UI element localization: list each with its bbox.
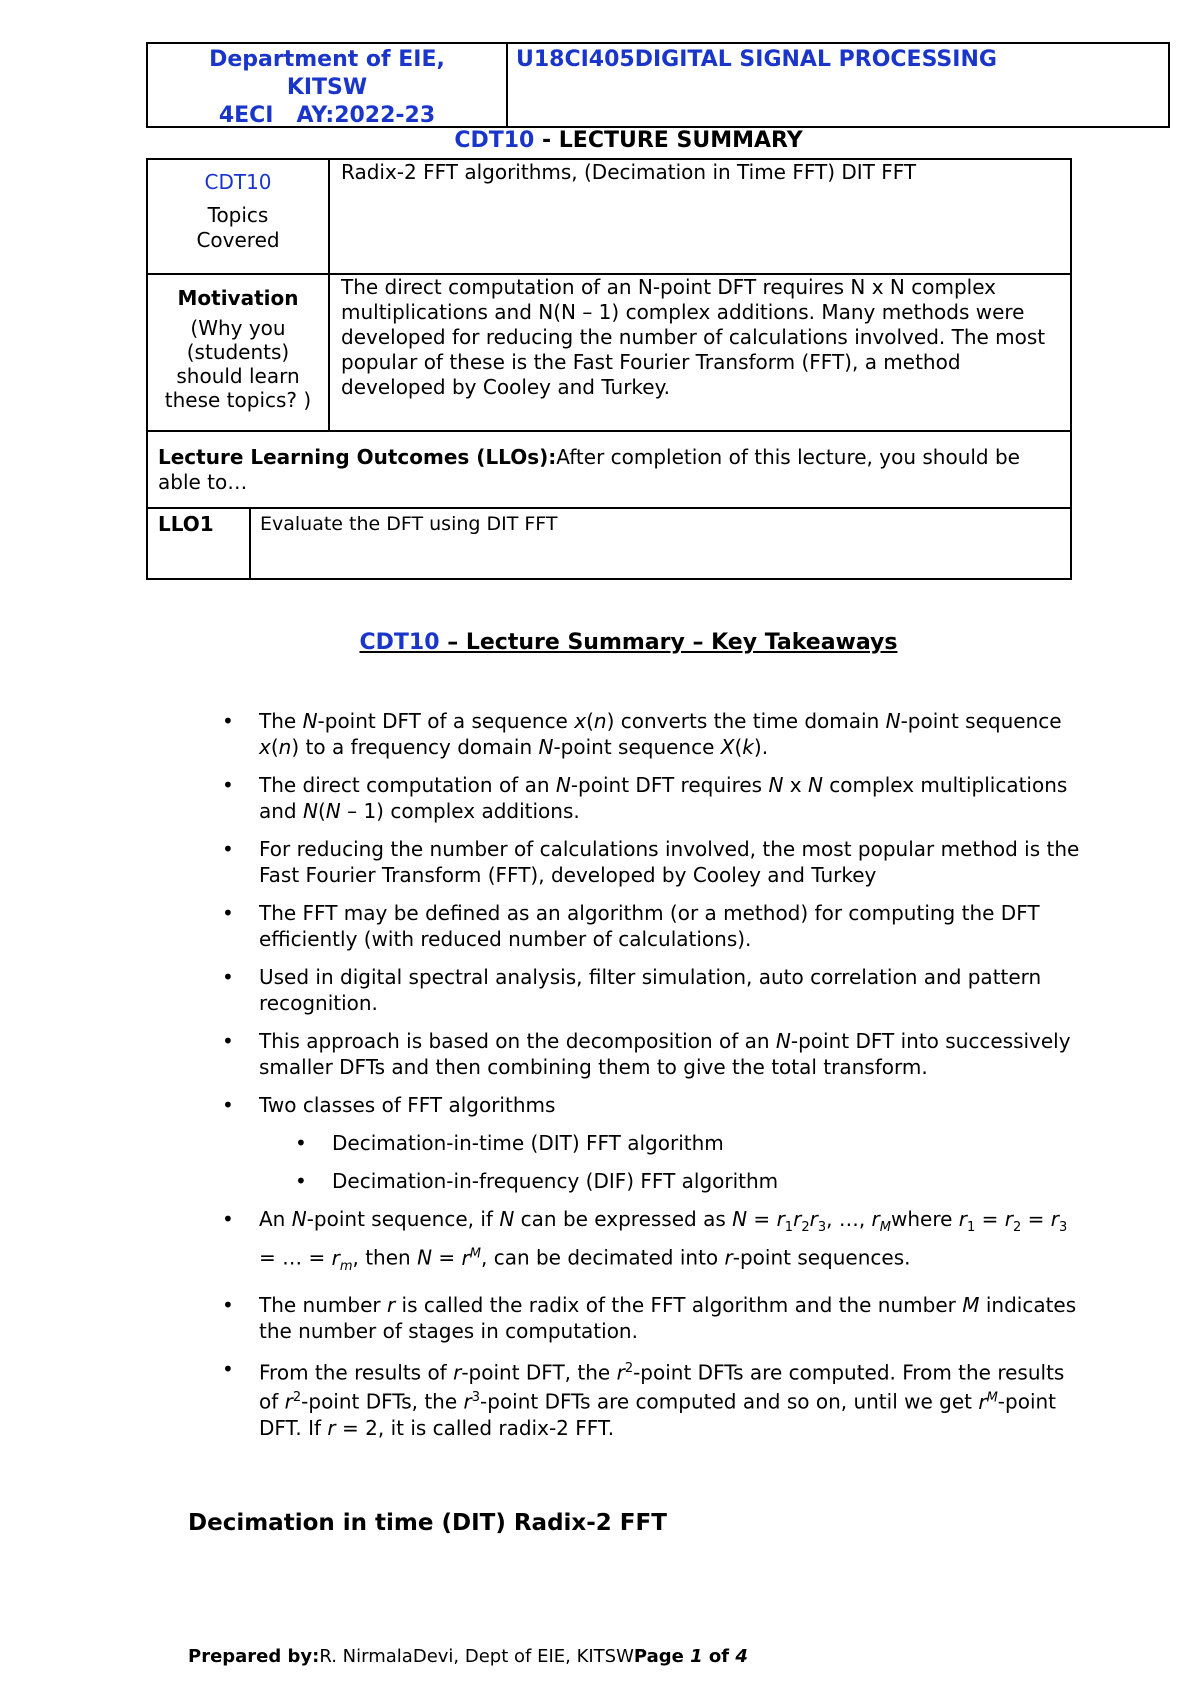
department-line-1: Department of EIE, (209, 47, 445, 72)
list-item: • The direct computation of an N-point DFT requires N x N complex multiplications and N(N – 1) complex additions. (222, 773, 1068, 823)
list-item (222, 900, 1082, 952)
cdt-code: CDT10 (204, 170, 272, 194)
class-year-line: 4ECI AY:2022-23 (218, 103, 436, 128)
topics-label-2: Covered (196, 228, 280, 252)
bullet-icon: • (222, 709, 234, 733)
takeaways-code: CDT10 (359, 630, 440, 655)
list-item (222, 836, 1082, 888)
bullet-icon: • (222, 1207, 234, 1231)
list-item: • From the results of r-point DFT, the $r^2$-point DFTs are computed. From the results of $r^2$-point DFTs, the $r^3$-point DFTs are computed and so on, until we get $r^M$-point DFT. If r = 2, it is called radix-2 FFT. (222, 1356, 1065, 1440)
page-footer (188, 1646, 748, 1667)
takeaways-list (222, 708, 1082, 1453)
list-item (295, 1130, 1082, 1156)
list-item (295, 1168, 1082, 1194)
topics-label-cell (148, 170, 328, 253)
takeaway-text: Decimation-in-frequency (DIF) FFT algorithm (332, 1169, 779, 1193)
bullet-icon: • (222, 837, 234, 861)
footer-author: R. NirmalaDevi, Dept of EIE, KITSW (319, 1646, 634, 1667)
table-divider (148, 430, 1070, 432)
fft-classes-list (295, 1130, 1082, 1194)
topics-text: Radix-2 FFT algorithms, (Decimation in Time FFT) DIT FFT (341, 160, 917, 184)
motivation-subtext: (Why you (students) should learn these topics? ) (164, 316, 312, 412)
takeaway-text: Two classes of FFT algorithms (259, 1093, 556, 1117)
takeaway-text: Used in digital spectral analysis, filter simulation, auto correlation and pattern recognition. (259, 965, 1042, 1015)
takeaway-text: For reducing the number of calculations involved, the most popular method is the Fast Fourier Transform (FFT), developed by Cooley and Turkey (259, 837, 1080, 887)
footer-page-word: Page (633, 1646, 691, 1667)
department-line-2: KITSW (286, 75, 368, 100)
table-divider (249, 508, 251, 580)
bullet-icon: • (295, 1131, 307, 1155)
course-title: U18CI405DIGITAL SIGNAL PROCESSING (516, 47, 997, 72)
llo1-text: Evaluate the DFT using DIT FFT (260, 513, 558, 535)
llo-intro (158, 445, 1058, 495)
department-info (148, 44, 508, 126)
takeaway-text: Decimation-in-time (DIT) FFT algorithm (332, 1131, 724, 1155)
bullet-icon: • (295, 1169, 307, 1193)
motivation-label: Motivation (177, 286, 299, 310)
list-item (222, 964, 1082, 1016)
bullet-icon: • (222, 773, 234, 797)
list-item: • The N-point DFT of a sequence x(n) converts the time domain N-point sequence x(n) to a frequency domain N-point sequence X(k). (222, 709, 1062, 759)
list-item: • An N-point sequence, if N can be expressed as $N = r_1r_2r_3$, …, $r_Mwhere$ $r_1 = r_2 = r_3$ = … = $r_m$, then $N = r^M$, can be decimated into r-point sequences. (222, 1207, 1068, 1274)
lecture-title-text: - LECTURE SUMMARY (534, 128, 803, 153)
bullet-icon: • (222, 1292, 234, 1317)
lecture-summary-title (146, 128, 1111, 153)
llo-label: Lecture Learning Outcomes (LLOs): (158, 445, 557, 469)
footer-prefix: Prepared by: (188, 1646, 320, 1667)
llo-intro-text: After completion of this lecture, you should be able to… (158, 445, 1020, 494)
footer-page-total: 4 (735, 1646, 748, 1667)
list-item (222, 1092, 1082, 1194)
list-item: • This approach is based on the decomposition of an N-point DFT into successively smaller DFTs and then combining them to give the total transform. (222, 1029, 1071, 1079)
takeaways-title-text: – Lecture Summary – Key Takeaways (439, 630, 898, 655)
table-divider (328, 160, 330, 432)
bullet-icon: • (222, 1029, 234, 1053)
motivation-text: The direct computation of an N-point DFT requires N x N complex multiplications and N(N – 1) complex additions. Many methods were developed for reducing the number of calculations involved. The most popular of these is the Fast Fourier Transform (FFT), a method developed by Cooley and Turkey. (341, 275, 1046, 399)
header-box (146, 42, 1170, 128)
dit-section-heading: Decimation in time (DIT) Radix-2 FFT (188, 1510, 667, 1536)
table-divider (148, 507, 1070, 509)
footer-of-word: of (702, 1646, 736, 1667)
list-item: • The number r is called the radix of the FFT algorithm and the number M indicates the number of stages in computation. (222, 1292, 1077, 1343)
takeaway-text: The FFT may be defined as an algorithm (or a method) for computing the DFT efficiently (with reduced number of calculations). (259, 901, 1040, 951)
summary-table (146, 158, 1072, 580)
topics-label: Topics (207, 203, 269, 227)
footer-page-number: 1 (690, 1646, 703, 1667)
lecture-code: CDT10 (454, 128, 535, 153)
bullet-icon: • (222, 1356, 234, 1381)
bullet-icon: • (222, 1093, 234, 1117)
motivation-label-cell (152, 286, 324, 412)
takeaways-title (146, 630, 1111, 655)
llo1-id: LLO1 (158, 512, 214, 536)
bullet-icon: • (222, 965, 234, 989)
bullet-icon: • (222, 901, 234, 925)
